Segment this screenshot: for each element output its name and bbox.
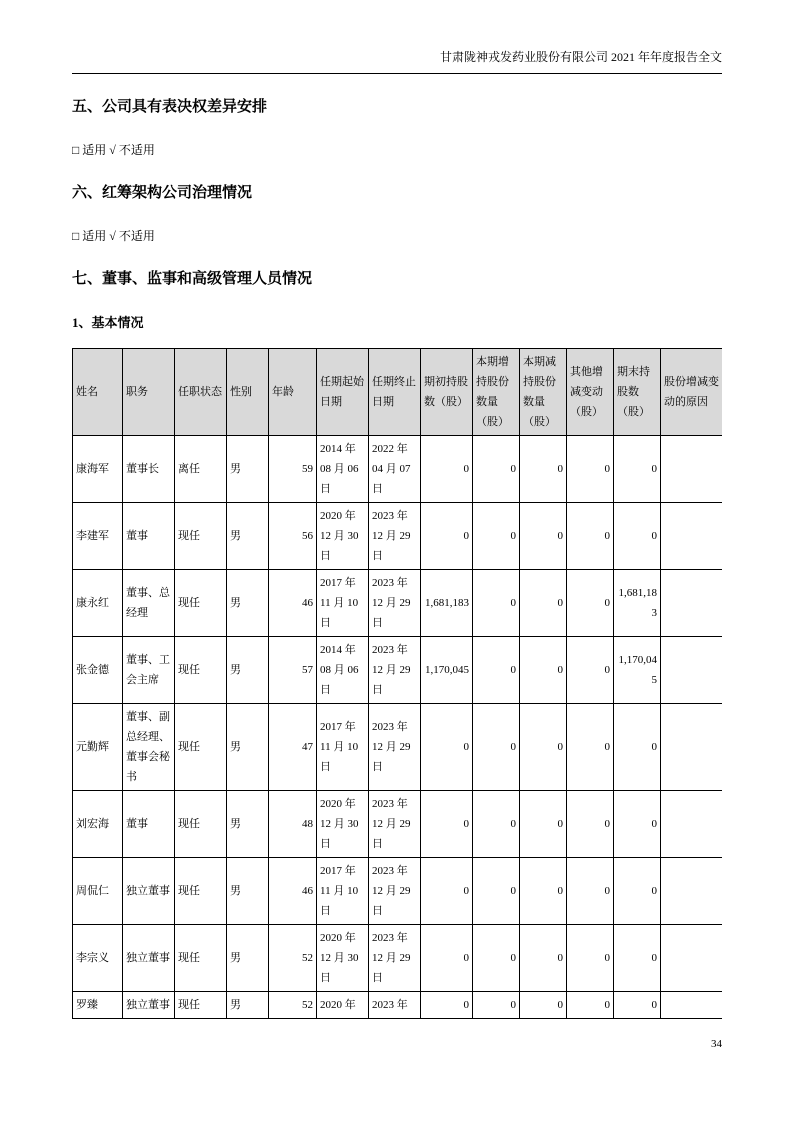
table-cell: 现任: [175, 992, 227, 1019]
table-cell: 2020 年 12 月 30 日: [317, 925, 369, 992]
table-cell: 董事: [123, 503, 175, 570]
table-cell: 0: [520, 503, 567, 570]
table-cell: 刘宏海: [73, 791, 123, 858]
section-6-applicability: □ 适用 √ 不适用: [72, 229, 155, 243]
table-cell: 0: [614, 704, 661, 791]
column-header: 任期起始日期: [317, 349, 369, 436]
section-7-heading: 七、董事、监事和高级管理人员情况: [72, 270, 313, 287]
column-header: 本期减持股份数量（股）: [520, 349, 567, 436]
report-header-title: 甘肃陇神戎发药业股份有限公司 2021 年年度报告全文: [439, 50, 722, 64]
table-cell: [661, 503, 723, 570]
column-header: 姓名: [73, 349, 123, 436]
table-cell: 李宗义: [73, 925, 123, 992]
table-row: [73, 570, 723, 637]
header-divider: [72, 73, 722, 74]
table-cell: [661, 791, 723, 858]
table-body: [73, 436, 723, 1019]
table-cell: 男: [227, 436, 269, 503]
table-cell: 2020 年 12 月 30 日: [317, 503, 369, 570]
directors-table-container: [72, 348, 722, 1020]
table-cell: 康海军: [73, 436, 123, 503]
table-cell: 0: [614, 436, 661, 503]
table-cell: 0: [473, 704, 520, 791]
table-cell: 董事、总经理: [123, 570, 175, 637]
table-cell: [661, 925, 723, 992]
table-cell: 0: [520, 925, 567, 992]
table-cell: 0: [567, 992, 614, 1019]
table-cell: 2017 年 11 月 10 日: [317, 704, 369, 791]
section-6-heading: 六、红筹架构公司治理情况: [72, 184, 253, 201]
table-cell: 0: [520, 704, 567, 791]
table-cell: 0: [520, 858, 567, 925]
table-cell: 48: [269, 791, 317, 858]
table-cell: 董事、工会主席: [123, 637, 175, 704]
table-cell: 0: [614, 791, 661, 858]
page-content: [72, 48, 722, 1020]
column-header: 期末持股数（股）: [614, 349, 661, 436]
table-cell: 男: [227, 503, 269, 570]
column-header: 性别: [227, 349, 269, 436]
table-cell: 2023 年: [369, 992, 421, 1019]
table-cell: 2022 年 04 月 07 日: [369, 436, 421, 503]
table-cell: 0: [567, 570, 614, 637]
table-cell: [661, 570, 723, 637]
table-cell: 2023 年 12 月 29 日: [369, 704, 421, 791]
table-row: [73, 925, 723, 992]
column-header: 期初持股数（股）: [421, 349, 473, 436]
table-cell: 男: [227, 570, 269, 637]
table-cell: 52: [269, 992, 317, 1019]
table-cell: 周侃仁: [73, 858, 123, 925]
table-cell: 59: [269, 436, 317, 503]
table-cell: 0: [520, 570, 567, 637]
table-cell: 0: [567, 637, 614, 704]
table-cell: 0: [520, 436, 567, 503]
table-cell: 0: [520, 637, 567, 704]
table-cell: 0: [473, 570, 520, 637]
table-cell: 0: [473, 503, 520, 570]
table-cell: 2023 年 12 月 29 日: [369, 637, 421, 704]
table-cell: 罗臻: [73, 992, 123, 1019]
table-cell: 董事: [123, 791, 175, 858]
table-cell: 46: [269, 570, 317, 637]
table-cell: 0: [567, 858, 614, 925]
table-cell: 0: [614, 503, 661, 570]
table-row: [73, 503, 723, 570]
table-cell: 0: [473, 992, 520, 1019]
table-cell: 现任: [175, 503, 227, 570]
table-cell: 独立董事: [123, 925, 175, 992]
table-cell: 1,681,183: [421, 570, 473, 637]
table-cell: 0: [567, 503, 614, 570]
table-cell: 2020 年 12 月 30 日: [317, 791, 369, 858]
table-cell: 男: [227, 791, 269, 858]
table-cell: 男: [227, 704, 269, 791]
table-cell: [661, 992, 723, 1019]
table-cell: 现任: [175, 637, 227, 704]
table-cell: 57: [269, 637, 317, 704]
table-cell: 52: [269, 925, 317, 992]
column-header: 职务: [123, 349, 175, 436]
table-cell: 现任: [175, 570, 227, 637]
table-cell: 2023 年 12 月 29 日: [369, 570, 421, 637]
table-row: [73, 704, 723, 791]
table-cell: 0: [473, 637, 520, 704]
table-cell: 0: [567, 925, 614, 992]
table-cell: [661, 858, 723, 925]
table-cell: 2014 年 08 月 06 日: [317, 436, 369, 503]
table-cell: 2023 年 12 月 29 日: [369, 503, 421, 570]
table-cell: 56: [269, 503, 317, 570]
page-number: 34: [711, 1038, 722, 1050]
column-header: 本期增持股份数量（股）: [473, 349, 520, 436]
table-cell: 2020 年: [317, 992, 369, 1019]
section-5-applicability: □ 适用 √ 不适用: [72, 143, 155, 157]
table-cell: [661, 637, 723, 704]
column-header: 其他增减变动（股）: [567, 349, 614, 436]
table-row: [73, 436, 723, 503]
table-cell: 离任: [175, 436, 227, 503]
table-cell: 2023 年 12 月 29 日: [369, 791, 421, 858]
table-cell: 0: [473, 858, 520, 925]
table-cell: 现任: [175, 791, 227, 858]
table-cell: 张金德: [73, 637, 123, 704]
table-cell: 0: [567, 436, 614, 503]
table-cell: 0: [614, 858, 661, 925]
table-cell: 1,170,045: [421, 637, 473, 704]
table-row: [73, 992, 723, 1019]
table-cell: 0: [473, 925, 520, 992]
table-cell: 男: [227, 858, 269, 925]
table-cell: 47: [269, 704, 317, 791]
column-header: 任职状态: [175, 349, 227, 436]
table-cell: 46: [269, 858, 317, 925]
table-cell: 元勤辉: [73, 704, 123, 791]
table-cell: 0: [421, 791, 473, 858]
table-cell: 0: [421, 704, 473, 791]
table-cell: 0: [520, 791, 567, 858]
directors-table: [72, 348, 722, 1019]
table-header-row: [73, 349, 723, 436]
table-cell: 男: [227, 992, 269, 1019]
table-cell: 康永红: [73, 570, 123, 637]
table-cell: 0: [421, 858, 473, 925]
table-cell: 0: [421, 436, 473, 503]
table-cell: 1,681,183: [614, 570, 661, 637]
table-cell: 0: [567, 791, 614, 858]
table-row: [73, 637, 723, 704]
table-cell: [661, 704, 723, 791]
table-cell: 2017 年 11 月 10 日: [317, 570, 369, 637]
table-cell: 2023 年 12 月 29 日: [369, 925, 421, 992]
table-cell: 0: [473, 436, 520, 503]
table-cell: 1,170,045: [614, 637, 661, 704]
table-cell: [661, 436, 723, 503]
table-cell: 0: [614, 925, 661, 992]
table-cell: 独立董事: [123, 992, 175, 1019]
column-header: 任期终止日期: [369, 349, 421, 436]
table-cell: 独立董事: [123, 858, 175, 925]
table-row: [73, 791, 723, 858]
table-cell: 0: [421, 503, 473, 570]
table-cell: 现任: [175, 704, 227, 791]
column-header: 股份增减变动的原因: [661, 349, 723, 436]
table-cell: 2014 年 08 月 06 日: [317, 637, 369, 704]
table-cell: 0: [421, 925, 473, 992]
basic-info-subheading: 1、基本情况: [72, 315, 144, 330]
column-header: 年龄: [269, 349, 317, 436]
table-cell: 2017 年 11 月 10 日: [317, 858, 369, 925]
section-5-heading: 五、公司具有表决权差异安排: [72, 98, 268, 115]
table-cell: 现任: [175, 858, 227, 925]
table-cell: 0: [421, 992, 473, 1019]
table-cell: 现任: [175, 925, 227, 992]
table-cell: 董事、副总经理、董事会秘书: [123, 704, 175, 791]
table-cell: 男: [227, 925, 269, 992]
table-cell: 2023 年 12 月 29 日: [369, 858, 421, 925]
table-cell: 0: [567, 704, 614, 791]
table-cell: 0: [520, 992, 567, 1019]
table-cell: 0: [473, 791, 520, 858]
table-cell: 李建军: [73, 503, 123, 570]
table-row: [73, 858, 723, 925]
table-cell: 董事长: [123, 436, 175, 503]
table-cell: 男: [227, 637, 269, 704]
table-cell: 0: [614, 992, 661, 1019]
